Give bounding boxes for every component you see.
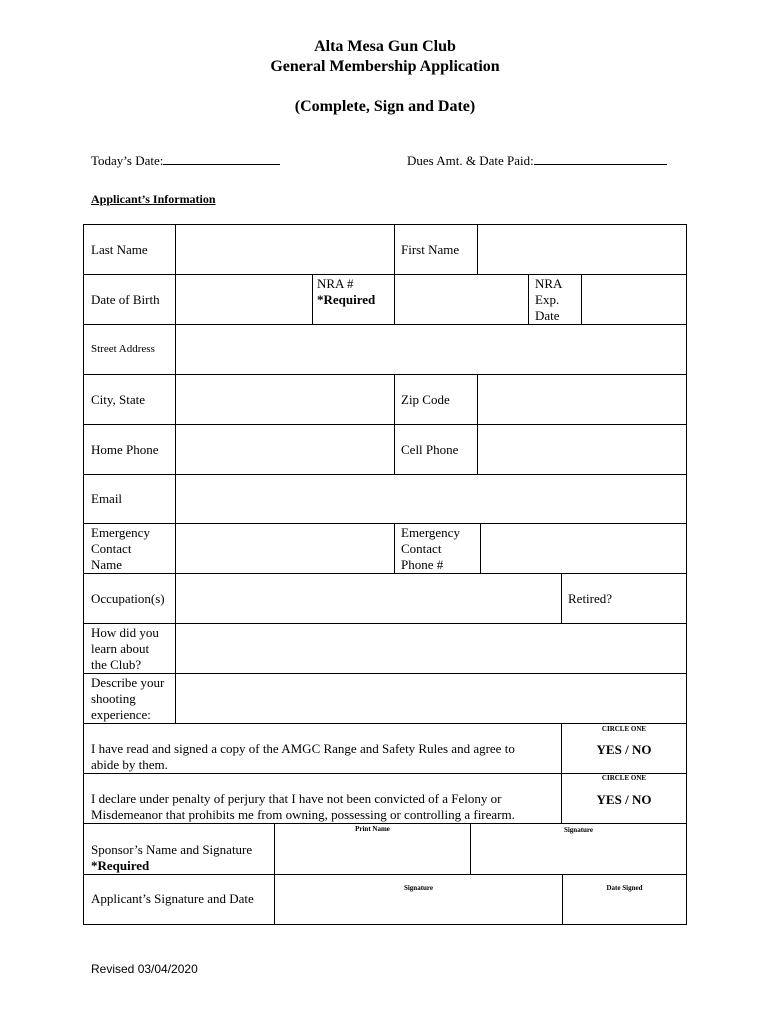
shooting-experience-line: Describe your <box>91 675 165 690</box>
todays-date-label: Today’s Date: <box>91 153 164 168</box>
home-phone-label: Home Phone <box>91 442 159 457</box>
first-name-field[interactable] <box>478 225 686 274</box>
applicant-signature-caption: Signature <box>403 884 434 892</box>
emergency-phone-line: Emergency <box>401 525 460 540</box>
emergency-name-line: Emergency <box>91 525 150 540</box>
applicant-signature-field[interactable] <box>275 875 562 924</box>
col-divider <box>312 274 313 324</box>
occupation-label: Occupation(s) <box>91 591 165 606</box>
applicant-table <box>83 224 687 925</box>
first-name-label: First Name <box>401 242 460 257</box>
emergency-name-field[interactable] <box>176 524 394 573</box>
rules-line: I have read and signed a copy of the AMGC Range and Safety Rules and agree to <box>91 741 515 756</box>
street-address-label: Street Address <box>91 343 155 355</box>
col-divider <box>561 723 562 823</box>
col-divider <box>394 523 395 573</box>
retired-label: Retired? <box>568 591 613 606</box>
perjury-line: I declare under penalty of perjury that I have not been convicted of a Felony or <box>91 791 502 806</box>
shooting-experience-label <box>91 675 164 723</box>
applicant-signature-label: Applicant’s Signature and Date <box>91 891 254 906</box>
rules-line: abide by them. <box>91 757 168 772</box>
street-address-field[interactable] <box>176 325 686 374</box>
circle-one-label: CIRCLE ONE <box>601 725 647 733</box>
cell-phone-field[interactable] <box>478 425 686 474</box>
print-name-label: Print Name <box>355 825 390 833</box>
col-divider <box>394 374 395 474</box>
learn-about-line: the Club? <box>91 657 142 672</box>
learn-about-line: learn about <box>91 641 150 656</box>
sponsor-required-text: *Required <box>91 858 150 873</box>
city-state-field[interactable] <box>176 375 394 424</box>
sponsor-print-name-field[interactable] <box>275 824 470 874</box>
dob-label: Date of Birth <box>91 292 160 307</box>
nra-exp-field[interactable] <box>582 275 686 324</box>
nra-number-text: NRA # <box>317 276 354 291</box>
sponsor-label-text: Sponsor’s Name and Signature <box>91 842 253 857</box>
shooting-experience-line: experience: <box>91 707 151 722</box>
rules-declaration <box>91 741 515 773</box>
last-name-label: Last Name <box>91 242 148 257</box>
learn-about-label <box>91 625 159 673</box>
date-signed-label: Date Signed <box>606 884 643 892</box>
form-title: General Membership Application <box>270 58 500 75</box>
emergency-phone-line: Phone # <box>401 557 444 572</box>
circle-one-label: CIRCLE ONE <box>601 774 647 782</box>
rules-yes-no[interactable]: YES / NO <box>596 742 652 757</box>
occupation-field[interactable] <box>176 574 561 623</box>
city-state-label: City, State <box>91 392 146 407</box>
sponsor-label <box>91 842 252 874</box>
col-divider <box>561 573 562 623</box>
form-instruction: (Complete, Sign and Date) <box>294 98 476 115</box>
dob-field[interactable] <box>176 275 312 324</box>
emergency-name-line: Name <box>91 557 123 572</box>
nra-number-label <box>317 276 375 308</box>
col-divider <box>528 274 529 324</box>
email-label: Email <box>91 491 123 506</box>
club-name: Alta Mesa Gun Club <box>314 38 456 55</box>
emergency-name-label <box>91 525 150 573</box>
date-signed-field[interactable] <box>563 875 686 924</box>
sponsor-signature-field[interactable] <box>471 824 686 874</box>
dues-field[interactable] <box>534 151 667 165</box>
todays-date-field[interactable] <box>163 151 280 165</box>
todays-date-row <box>91 151 280 169</box>
revision-date: Revised 03/04/2020 <box>91 962 198 976</box>
perjury-line: Misdemeanor that prohibits me from owning, possessing or controlling a firearm. <box>91 807 515 822</box>
learn-about-line: How did you <box>91 625 159 640</box>
nra-exp-line: Exp. <box>535 292 560 307</box>
shooting-experience-field[interactable] <box>176 674 686 723</box>
dues-label: Dues Amt. & Date Paid: <box>407 153 534 168</box>
emergency-phone-field[interactable] <box>481 524 686 573</box>
perjury-yes-no[interactable]: YES / NO <box>596 792 652 807</box>
row-divider <box>84 723 686 724</box>
sponsor-signature-label: Signature <box>563 826 594 834</box>
cell-phone-label: Cell Phone <box>401 442 459 457</box>
nra-exp-line: Date <box>535 308 560 323</box>
perjury-declaration <box>91 791 515 823</box>
last-name-field[interactable] <box>176 225 394 274</box>
nra-required-text: *Required <box>317 292 376 307</box>
emergency-phone-line: Contact <box>401 541 442 556</box>
emergency-name-line: Contact <box>91 541 132 556</box>
nra-exp-label <box>535 276 562 324</box>
emergency-phone-label <box>401 525 460 573</box>
section-heading: Applicant’s Information <box>91 192 216 206</box>
zip-code-field[interactable] <box>478 375 686 424</box>
nra-exp-line: NRA <box>535 276 563 291</box>
shooting-experience-line: shooting <box>91 691 136 706</box>
dues-row <box>407 151 667 169</box>
learn-about-field[interactable] <box>176 624 686 673</box>
email-field[interactable] <box>176 475 686 523</box>
home-phone-field[interactable] <box>176 425 394 474</box>
nra-number-field[interactable] <box>395 275 528 324</box>
zip-code-label: Zip Code <box>401 392 450 407</box>
